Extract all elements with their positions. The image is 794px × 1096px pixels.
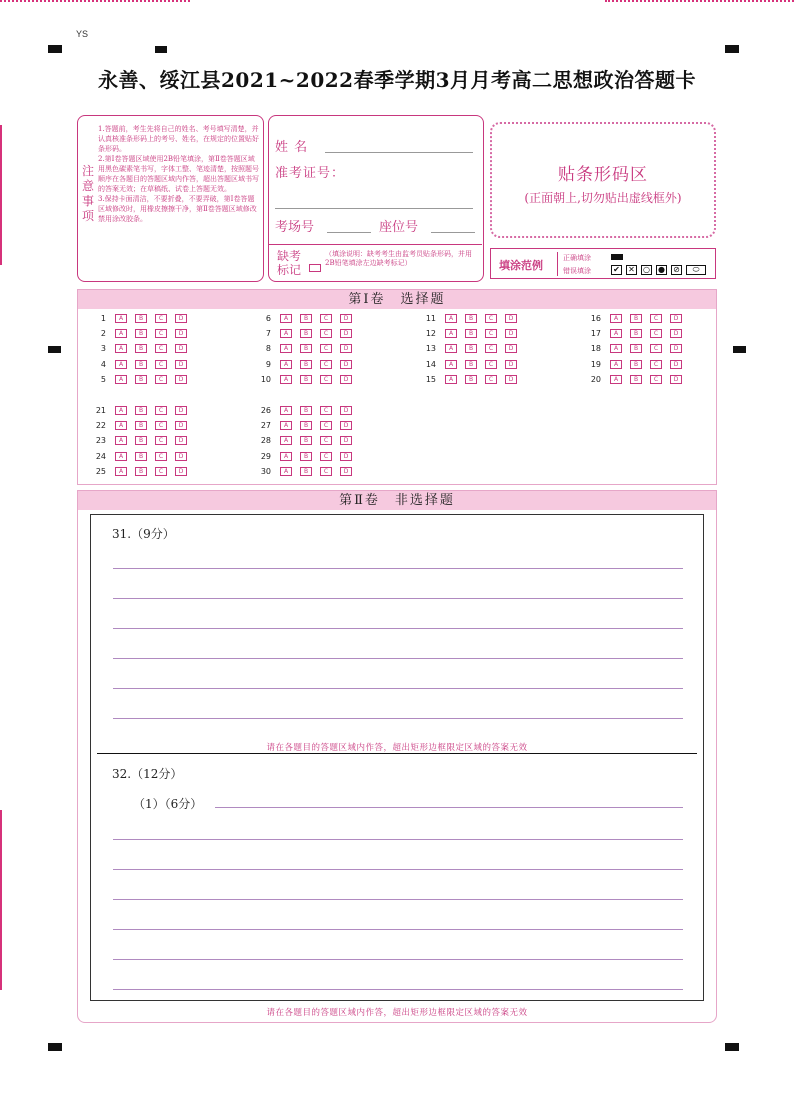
q31-warning: 请在各题目的答题区域内作答，超出矩形边框限定区域的答案无效	[266, 743, 528, 753]
option-bubble-b[interactable]: B	[135, 452, 147, 461]
question-number: 15	[425, 374, 436, 384]
option-bubble-d[interactable]: D	[340, 329, 352, 338]
choice-question-row	[82, 420, 202, 432]
option-bubble-b[interactable]: B	[630, 314, 642, 323]
choice-question-row	[412, 374, 532, 386]
option-bubble-b[interactable]: B	[135, 467, 147, 476]
q31-line-6[interactable]	[113, 718, 683, 719]
wrong-mark-ellipse-icon: ⬭	[686, 265, 706, 275]
wrong-fill-label: 错误填涂	[563, 267, 591, 275]
option-bubble-c[interactable]: C	[155, 452, 167, 461]
room-label: 考场号	[275, 220, 315, 235]
option-bubble-d[interactable]: D	[340, 452, 352, 461]
choice-question-row	[577, 359, 697, 371]
option-bubble-c[interactable]: C	[320, 421, 332, 430]
registration-mark-tc	[155, 46, 167, 53]
option-bubble-a[interactable]: A	[280, 344, 292, 353]
option-bubble-d[interactable]: D	[505, 329, 517, 338]
choice-question-row	[412, 328, 532, 340]
q32-sub1-title: （1）（6分）	[133, 797, 203, 811]
question-number: 13	[425, 344, 436, 354]
notice-item-1: 1.答题前，考生先将自己的姓名、考号填写清楚，并认真核准条形码上的考号、姓名，在规定的位置贴好条形码。	[98, 125, 259, 153]
q32-line-6[interactable]	[113, 959, 683, 960]
option-bubble-d[interactable]: D	[670, 360, 682, 369]
option-bubble-c[interactable]: C	[320, 375, 332, 384]
choice-question-row	[577, 374, 697, 386]
option-bubble-c[interactable]: C	[320, 452, 332, 461]
question-number: 26	[260, 406, 271, 415]
question-number: 8	[265, 344, 271, 354]
top-dotted-edge-right	[605, 0, 794, 2]
option-bubble-a[interactable]: A	[610, 314, 622, 323]
option-bubble-b[interactable]: B	[135, 436, 147, 445]
room-field[interactable]	[327, 232, 371, 233]
option-bubble-b[interactable]: B	[135, 344, 147, 353]
option-bubble-c[interactable]: C	[485, 329, 497, 338]
question-number: 5	[100, 374, 106, 384]
option-bubble-d[interactable]: D	[175, 344, 187, 353]
name-field[interactable]	[325, 152, 473, 153]
option-bubble-c[interactable]: C	[155, 436, 167, 445]
option-bubble-b[interactable]: B	[465, 314, 477, 323]
question-number: 30	[260, 466, 271, 476]
option-bubble-a[interactable]: A	[115, 314, 127, 323]
option-bubble-c[interactable]: C	[155, 406, 167, 415]
option-bubble-a[interactable]: A	[445, 360, 457, 369]
option-bubble-c[interactable]: C	[155, 375, 167, 384]
option-bubble-b[interactable]: B	[465, 375, 477, 384]
student-info-box	[268, 115, 484, 282]
option-bubble-a[interactable]: A	[280, 436, 292, 445]
option-bubble-a[interactable]: A	[280, 314, 292, 323]
q31-line-5[interactable]	[113, 688, 683, 689]
option-bubble-d[interactable]: D	[505, 375, 517, 384]
choice-question-row	[82, 343, 202, 355]
question-number: 24	[95, 451, 106, 461]
question-number: 1	[100, 314, 106, 323]
choice-question-row	[247, 343, 367, 355]
option-bubble-a[interactable]: A	[280, 375, 292, 384]
registration-mark-bl	[48, 1043, 62, 1051]
wrong-mark-check-icon: ✔	[611, 265, 622, 275]
option-bubble-a[interactable]: A	[280, 452, 292, 461]
choice-question-row	[577, 343, 697, 355]
q31-line-4[interactable]	[113, 658, 683, 659]
option-bubble-b[interactable]: B	[300, 314, 312, 323]
q31-separator	[97, 753, 697, 754]
option-bubble-a[interactable]: A	[445, 344, 457, 353]
option-bubble-b[interactable]: B	[135, 406, 147, 415]
option-bubble-b[interactable]: B	[465, 360, 477, 369]
question-number: 23	[95, 436, 106, 446]
option-bubble-c[interactable]: C	[155, 421, 167, 430]
option-bubble-d[interactable]: D	[670, 314, 682, 323]
option-bubble-b[interactable]: B	[135, 375, 147, 384]
option-bubble-b[interactable]: B	[300, 452, 312, 461]
section-2-written	[77, 490, 717, 1023]
option-bubble-b[interactable]: B	[300, 360, 312, 369]
option-bubble-b[interactable]: B	[300, 467, 312, 476]
option-bubble-a[interactable]: A	[280, 329, 292, 338]
option-bubble-a[interactable]: A	[280, 467, 292, 476]
page-title: 永善、绥江县2021~2022春季学期3月月考高二思想政治答题卡	[97, 68, 696, 92]
option-bubble-b[interactable]: B	[300, 421, 312, 430]
option-bubble-a[interactable]: A	[115, 329, 127, 338]
wrong-mark-dot-icon: ●	[656, 265, 667, 275]
option-bubble-d[interactable]: D	[505, 344, 517, 353]
option-bubble-d[interactable]: D	[175, 406, 187, 415]
option-bubble-c[interactable]: C	[155, 360, 167, 369]
question-number: 27	[260, 421, 271, 431]
notice-title: 注意事项	[81, 164, 94, 223]
edge-bar-2	[0, 810, 2, 990]
option-bubble-c[interactable]: C	[650, 360, 662, 369]
correct-fill-label: 正确填涂	[563, 254, 591, 262]
option-bubble-c[interactable]: C	[650, 344, 662, 353]
fill-divider	[557, 252, 558, 276]
option-bubble-a[interactable]: A	[115, 436, 127, 445]
option-bubble-c[interactable]: C	[320, 329, 332, 338]
fill-example	[490, 248, 716, 279]
fill-example-title: 填涂范例	[499, 259, 543, 272]
option-bubble-c[interactable]: C	[650, 329, 662, 338]
option-bubble-c[interactable]: C	[320, 314, 332, 323]
option-bubble-a[interactable]: A	[115, 421, 127, 430]
option-bubble-a[interactable]: A	[115, 452, 127, 461]
question-number: 18	[590, 344, 601, 354]
option-bubble-d[interactable]: D	[340, 436, 352, 445]
option-bubble-c[interactable]: C	[320, 467, 332, 476]
choice-question-row	[82, 466, 202, 478]
option-bubble-a[interactable]: A	[115, 360, 127, 369]
barcode-subtitle: (正面朝上,切勿贴出虚线框外)	[524, 191, 682, 205]
question-number: 29	[260, 451, 271, 461]
choice-question-row	[577, 328, 697, 340]
barcode-title: 贴条形码区	[558, 165, 648, 185]
option-bubble-c[interactable]: C	[650, 314, 662, 323]
option-bubble-c[interactable]: C	[485, 360, 497, 369]
option-bubble-c[interactable]: C	[320, 406, 332, 415]
option-bubble-d[interactable]: D	[340, 344, 352, 353]
option-bubble-b[interactable]: B	[300, 375, 312, 384]
question-number: 16	[590, 314, 601, 323]
correct-fill-mark	[611, 254, 623, 260]
choice-question-row	[247, 435, 367, 447]
registration-mark-br	[725, 1043, 739, 1051]
option-bubble-d[interactable]: D	[340, 360, 352, 369]
option-bubble-b[interactable]: B	[300, 344, 312, 353]
exam-id-field[interactable]	[275, 208, 473, 209]
choice-question-row	[82, 313, 202, 325]
option-bubble-b[interactable]: B	[630, 375, 642, 384]
q32-title: 32.（12分）	[112, 767, 183, 781]
option-bubble-b[interactable]: B	[300, 406, 312, 415]
option-bubble-d[interactable]: D	[340, 314, 352, 323]
question-number: 6	[265, 314, 271, 323]
option-bubble-b[interactable]: B	[630, 329, 642, 338]
registration-mark-tl	[48, 45, 62, 53]
question-number: 4	[100, 359, 106, 369]
choice-question-row	[82, 374, 202, 386]
seat-label: 座位号	[379, 220, 419, 235]
option-bubble-d[interactable]: D	[670, 344, 682, 353]
option-bubble-b[interactable]: B	[135, 329, 147, 338]
option-bubble-a[interactable]: A	[610, 375, 622, 384]
option-bubble-d[interactable]: D	[175, 452, 187, 461]
option-bubble-b[interactable]: B	[630, 344, 642, 353]
choice-question-row	[412, 359, 532, 371]
choice-question-row	[247, 420, 367, 432]
choice-question-row	[247, 451, 367, 463]
option-bubble-d[interactable]: D	[175, 467, 187, 476]
question-number: 25	[95, 466, 106, 476]
option-bubble-b[interactable]: B	[630, 360, 642, 369]
choice-question-row	[247, 405, 367, 417]
option-bubble-c[interactable]: C	[320, 360, 332, 369]
question-number: 9	[265, 359, 271, 369]
q32-warning: 请在各题目的答题区域内作答，超出矩形边框限定区域的答案无效	[266, 1008, 528, 1018]
option-bubble-a[interactable]: A	[610, 344, 622, 353]
seat-field[interactable]	[431, 232, 475, 233]
absent-checkbox[interactable]	[309, 264, 321, 272]
q31-line-3[interactable]	[113, 628, 683, 629]
option-bubble-d[interactable]: D	[340, 375, 352, 384]
option-bubble-a[interactable]: A	[115, 344, 127, 353]
notice-box	[77, 115, 264, 282]
choice-question-row	[247, 466, 367, 478]
wrong-mark-cross-icon: ✕	[626, 265, 637, 275]
question-number: 2	[100, 329, 106, 339]
option-bubble-a[interactable]: A	[115, 467, 127, 476]
choice-question-row	[247, 313, 367, 325]
option-bubble-b[interactable]: B	[300, 329, 312, 338]
question-number: 19	[590, 359, 601, 369]
wrong-mark-circle-icon: ○	[641, 265, 652, 275]
question-number: 22	[95, 421, 106, 431]
barcode-area	[490, 122, 716, 238]
option-bubble-c[interactable]: C	[155, 314, 167, 323]
section-1-header: 第Ⅰ卷 选择题	[78, 290, 716, 309]
q31-title: 31.（9分）	[112, 527, 175, 541]
option-bubble-d[interactable]: D	[175, 360, 187, 369]
question-number: 10	[260, 374, 271, 384]
option-bubble-a[interactable]: A	[115, 375, 127, 384]
section-2-header: 第Ⅱ卷 非选择题	[78, 491, 716, 510]
q31-line-1[interactable]	[113, 568, 683, 569]
q32-line-5[interactable]	[113, 929, 683, 930]
option-bubble-a[interactable]: A	[115, 406, 127, 415]
option-bubble-d[interactable]: D	[175, 421, 187, 430]
option-bubble-d[interactable]: D	[175, 329, 187, 338]
option-bubble-c[interactable]: C	[320, 344, 332, 353]
option-bubble-a[interactable]: A	[445, 314, 457, 323]
choice-question-row	[577, 313, 697, 325]
question-number: 3	[100, 344, 106, 354]
question-number: 21	[95, 406, 106, 415]
question-number: 7	[265, 329, 271, 339]
exam-id-label: 准考证号：	[275, 166, 346, 181]
option-bubble-a[interactable]: A	[280, 421, 292, 430]
option-bubble-a[interactable]: A	[280, 360, 292, 369]
question-number: 11	[425, 314, 436, 323]
q32-line-3[interactable]	[113, 869, 683, 870]
notice-item-3: 3.保持卡面清洁，不要折叠，不要弄破，第Ⅰ卷答题区域修改时，用橡皮擦擦干净，第Ⅱ卷答题区域修改禁用涂改胶条。	[98, 195, 257, 223]
notice-text	[98, 124, 260, 224]
choice-question-row	[412, 313, 532, 325]
option-bubble-c[interactable]: C	[485, 375, 497, 384]
choice-question-row	[247, 374, 367, 386]
q32-line-2[interactable]	[113, 839, 683, 840]
name-label: 姓 名	[275, 140, 309, 155]
option-bubble-d[interactable]: D	[340, 421, 352, 430]
choice-question-row	[82, 435, 202, 447]
option-bubble-d[interactable]: D	[505, 360, 517, 369]
option-bubble-d[interactable]: D	[505, 314, 517, 323]
absent-area	[269, 244, 482, 281]
choice-question-row	[82, 359, 202, 371]
choice-question-row	[412, 343, 532, 355]
option-bubble-d[interactable]: D	[340, 406, 352, 415]
corner-code: YS	[76, 29, 89, 39]
option-bubble-d[interactable]: D	[340, 467, 352, 476]
option-bubble-a[interactable]: A	[280, 406, 292, 415]
option-bubble-d[interactable]: D	[175, 375, 187, 384]
q31-line-2[interactable]	[113, 598, 683, 599]
question-number: 14	[425, 359, 436, 369]
option-bubble-a[interactable]: A	[445, 329, 457, 338]
top-dotted-edge-left	[0, 0, 190, 2]
option-bubble-a[interactable]: A	[610, 360, 622, 369]
option-bubble-b[interactable]: B	[135, 360, 147, 369]
q32-line-1[interactable]	[215, 807, 683, 808]
question-number: 12	[425, 329, 436, 339]
edge-bar-1	[0, 125, 2, 265]
question-number: 17	[590, 329, 601, 339]
notice-item-2: 2.第Ⅰ卷答题区域使用2B铅笔填涂，第Ⅱ卷答题区域用黑色碳素笔书写，字体工整、笔迹清楚，按照题号顺序在各题目的答题区域内作答，超出答题区域书写的答案无效；在草稿纸、试卷上答题无效。	[98, 155, 259, 193]
wrong-mark-slash-icon: ⊘	[671, 265, 682, 275]
question-number: 20	[590, 374, 601, 384]
option-bubble-c[interactable]: C	[155, 329, 167, 338]
choice-question-row	[82, 451, 202, 463]
option-bubble-a[interactable]: A	[445, 375, 457, 384]
registration-mark-tr	[725, 45, 739, 53]
choice-question-row	[82, 405, 202, 417]
registration-mark-mr	[733, 346, 746, 353]
option-bubble-b[interactable]: B	[135, 314, 147, 323]
q32-line-7[interactable]	[113, 989, 683, 990]
option-bubble-c[interactable]: C	[485, 344, 497, 353]
section-1-choice	[77, 289, 717, 485]
registration-mark-ml	[48, 346, 61, 353]
choice-question-row	[247, 328, 367, 340]
option-bubble-c[interactable]: C	[155, 467, 167, 476]
option-bubble-b[interactable]: B	[465, 329, 477, 338]
choice-question-row	[247, 359, 367, 371]
option-bubble-b[interactable]: B	[135, 421, 147, 430]
option-bubble-c[interactable]: C	[155, 344, 167, 353]
option-bubble-b[interactable]: B	[465, 344, 477, 353]
answer-frame	[90, 514, 704, 1001]
absent-label: 缺考标记	[277, 249, 302, 277]
option-bubble-c[interactable]: C	[320, 436, 332, 445]
option-bubble-d[interactable]: D	[175, 436, 187, 445]
option-bubble-c[interactable]: C	[485, 314, 497, 323]
option-bubble-d[interactable]: D	[670, 375, 682, 384]
option-bubble-d[interactable]: D	[670, 329, 682, 338]
option-bubble-c[interactable]: C	[650, 375, 662, 384]
question-number: 28	[260, 436, 271, 446]
option-bubble-a[interactable]: A	[610, 329, 622, 338]
option-bubble-d[interactable]: D	[175, 314, 187, 323]
absent-note: （填涂说明：缺考考生由监考员贴条形码，并用2B铅笔填涂左边缺考标记）	[325, 250, 472, 267]
option-bubble-b[interactable]: B	[300, 436, 312, 445]
choice-question-row	[82, 328, 202, 340]
q32-line-4[interactable]	[113, 899, 683, 900]
